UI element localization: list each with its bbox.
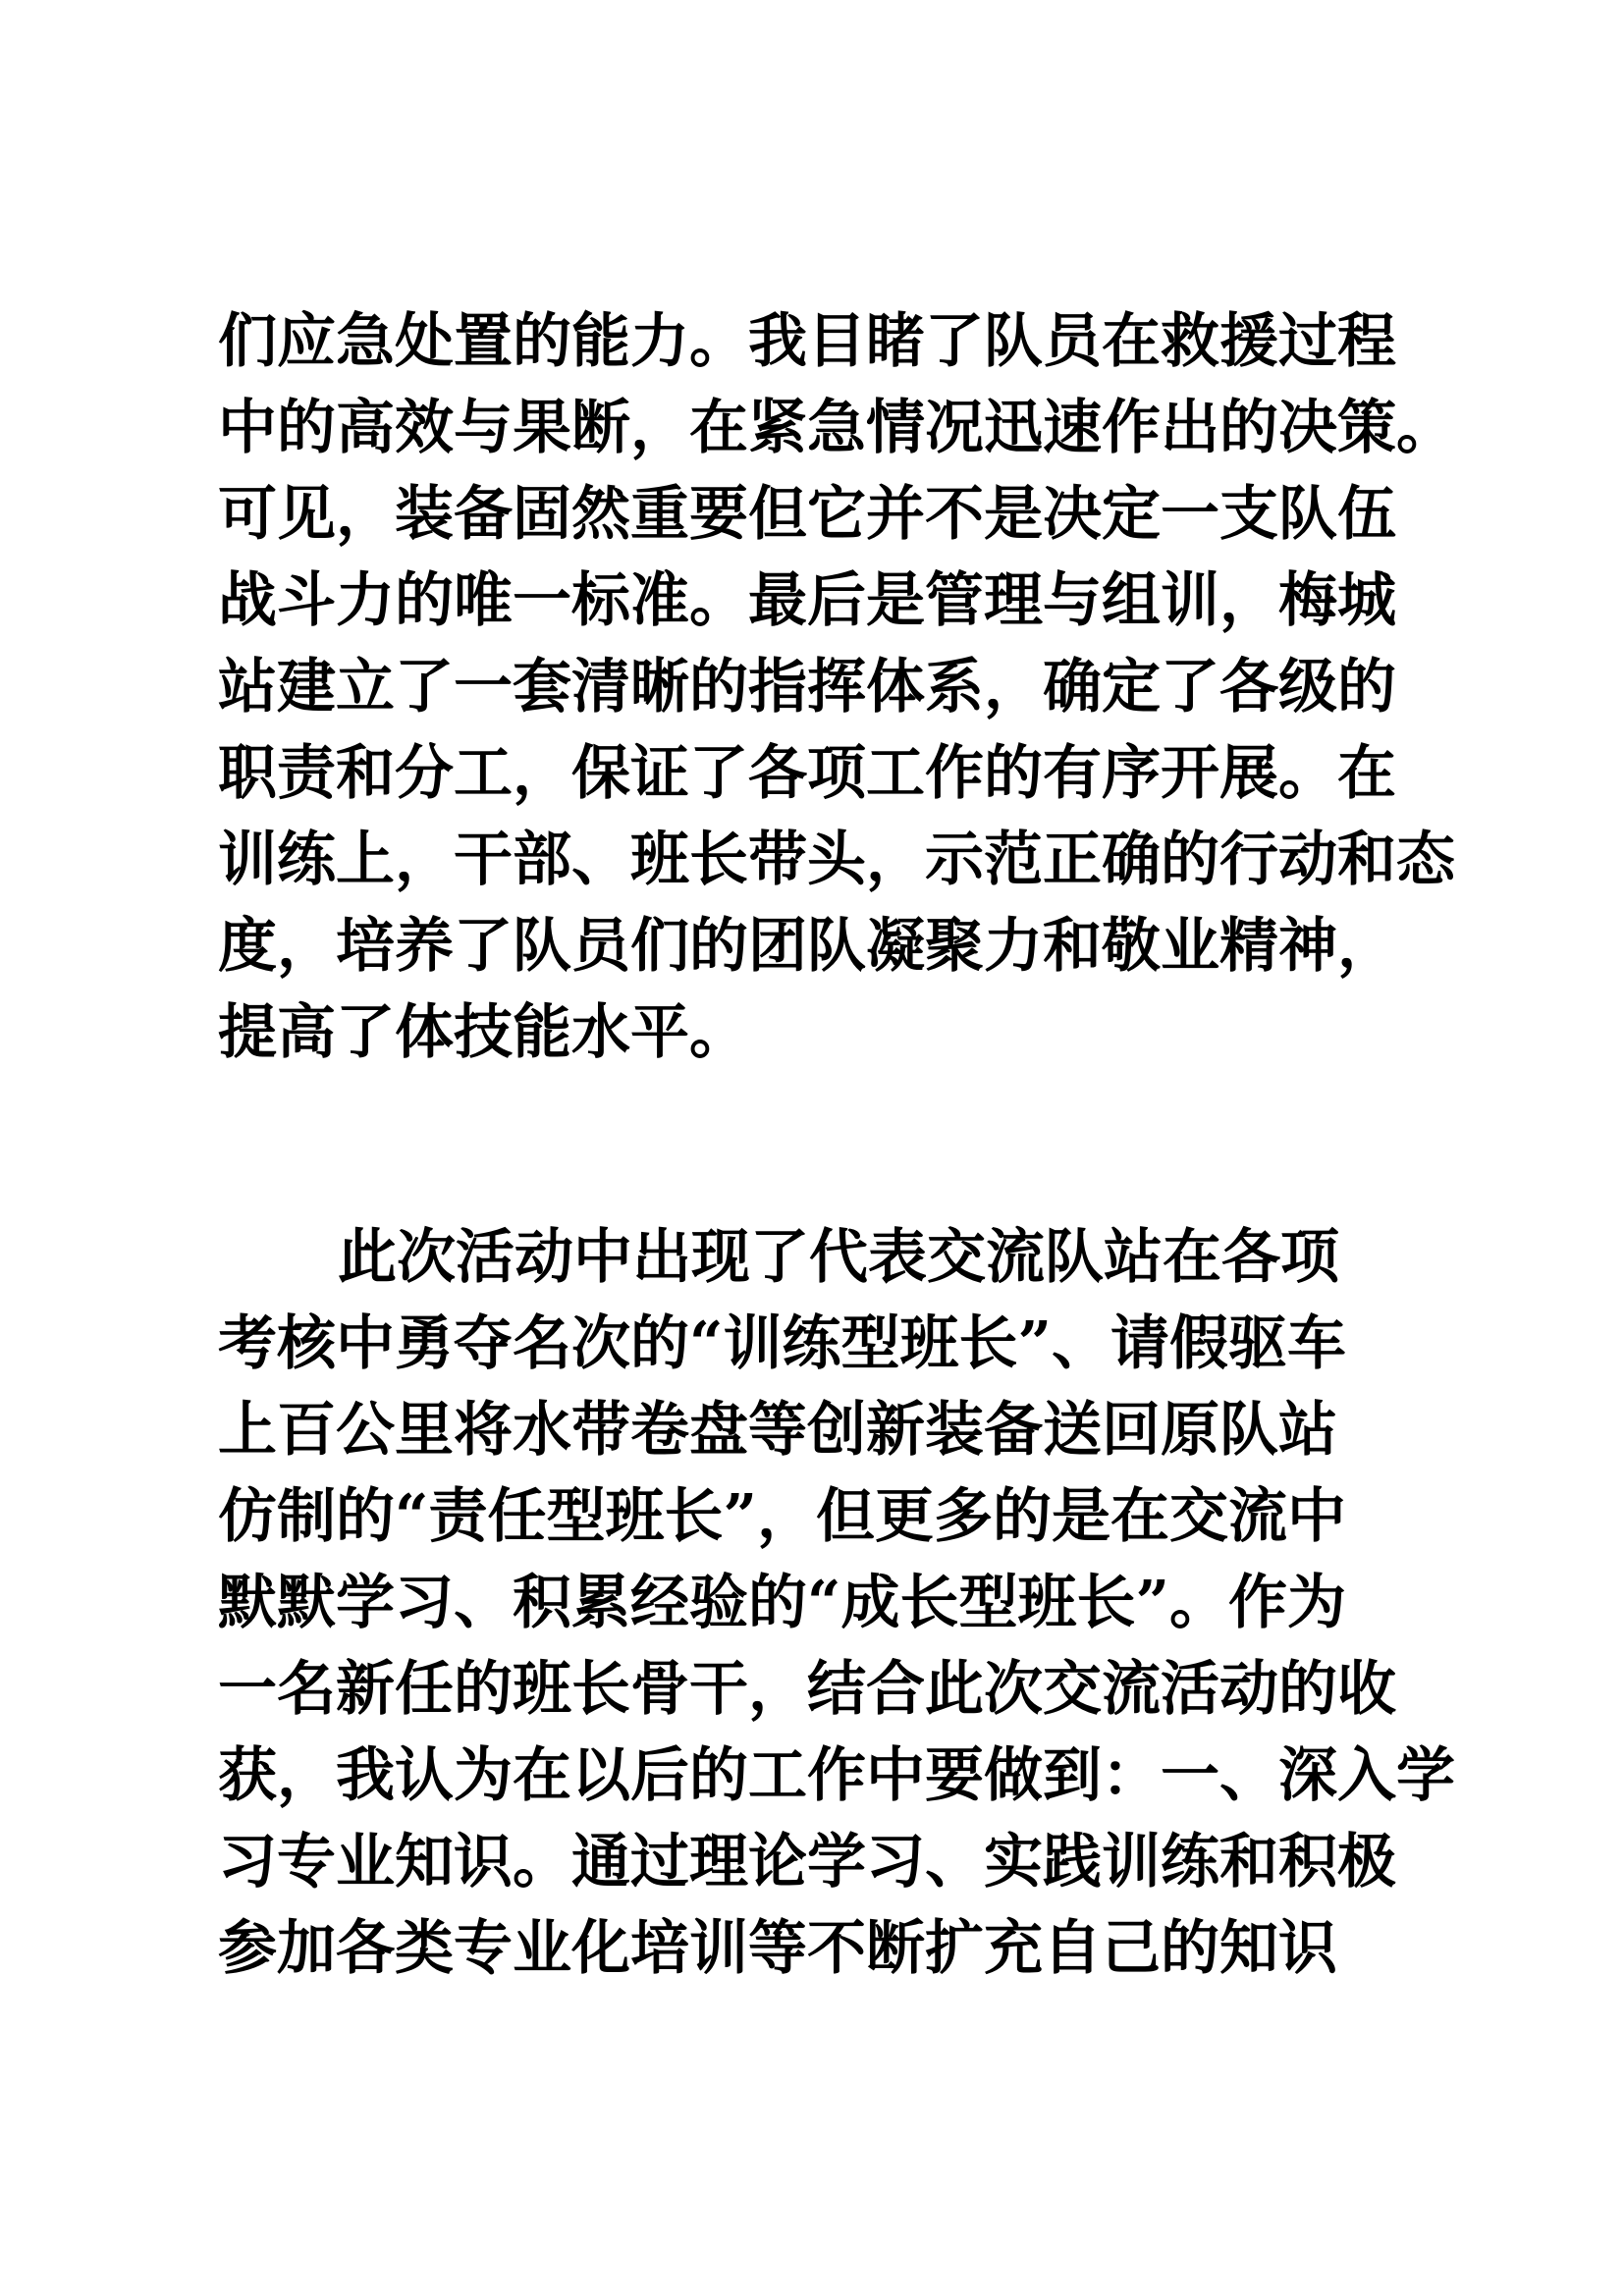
text-line: 此次活动中出现了代表交流队站在各项 bbox=[338, 1223, 1339, 1292]
text-line: 提高了体技能水平。 bbox=[218, 998, 748, 1067]
paragraph-2 bbox=[218, 1214, 1455, 1992]
text-line: 一名新任的班长骨干，结合此次交流活动的收 bbox=[218, 1655, 1396, 1724]
text-line: 度，培养了队员们的团队凝聚力和敬业精神， bbox=[218, 912, 1396, 981]
text-line: 获，我认为在以后的工作中要做到：一、深入学 bbox=[218, 1741, 1455, 1810]
text-line: 考核中勇夺名次的“训练型班长”、请假驱车 bbox=[218, 1309, 1347, 1378]
text-line: 职责和分工，保证了各项工作的有序开展。在 bbox=[218, 739, 1396, 808]
text-line: 战斗力的唯一标准。最后是管理与组训，梅城 bbox=[218, 566, 1396, 635]
text-line: 们应急处置的能力。我目睹了队员在救援过程 bbox=[218, 307, 1396, 376]
text-line: 仿制的“责任型班长”，但更多的是在交流中 bbox=[218, 1482, 1347, 1551]
text-line: 上百公里将水带卷盘等创新装备送回原队站 bbox=[218, 1396, 1337, 1465]
text-line: 习专业知识。通过理论学习、实践训练和积极 bbox=[218, 1828, 1396, 1896]
paragraph-1 bbox=[218, 298, 1455, 1076]
text-line: 训练上，干部、班长带头，示范正确的行动和态 bbox=[218, 826, 1455, 894]
text-line: 站建立了一套清晰的指挥体系，确定了各级的 bbox=[218, 653, 1396, 721]
text-line: 可见，装备固然重要但它并不是决定一支队伍 bbox=[218, 480, 1396, 549]
text-line: 默默学习、积累经验的“成长型班长”。作为 bbox=[218, 1569, 1347, 1637]
text-line: 中的高效与果断，在紧急情况迅速作出的决策。 bbox=[218, 394, 1455, 462]
text-line: 参加各类专业化培训等不断扩充自己的知识 bbox=[218, 1914, 1337, 1983]
